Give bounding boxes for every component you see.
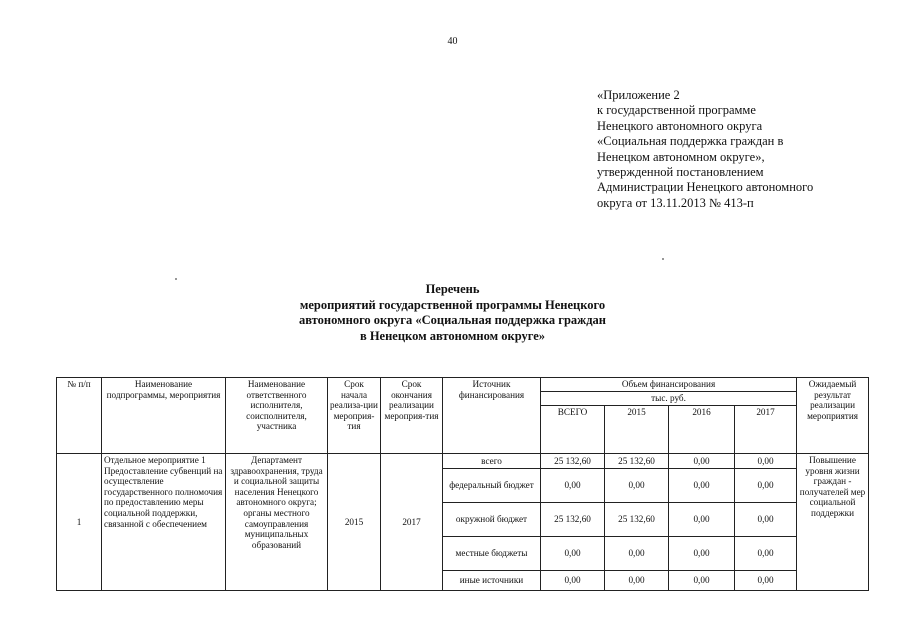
appendix-line: «Приложение 2 [597,88,680,102]
row-name: Отдельное мероприятие 1 Предоставление субвенций на осуществление государственного полномочия по предоставлению меры социальной поддержки, связанной с обеспечением [102,454,226,591]
header-num: № п/п [57,378,102,454]
amount-2016: 0,00 [669,537,735,571]
title-line: Перечень [425,282,480,296]
source-name: местные бюджеты [443,537,541,571]
header-funding: Объем финансирования [541,378,797,392]
appendix-line: утвержденной постановлением [597,165,764,180]
activities-table [56,377,869,591]
header-2016: 2016 [669,406,735,454]
appendix-line: округа от 13.11.2013 № 413-п [597,195,754,210]
table-row [57,454,869,469]
row-result: Повышение уровня жизни граждан - получателей мер социальной поддержки [797,454,869,591]
amount-total: 0,00 [541,571,605,591]
title-line: в Ненецком автономном округе» [359,328,546,343]
document-title [0,282,905,344]
header-start: Срок начала реализа-ции мероприя-тия [328,378,381,454]
scan-speck [662,258,664,260]
appendix-line: «Социальная поддержка граждан в [597,134,784,149]
header-responsible: Наименование ответственного исполнителя, соисполнителя, участника [226,378,328,454]
amount-2015: 25 132,60 [605,503,669,537]
title-line: мероприятий государственной программы Ненецкого [299,297,606,312]
amount-2017: 0,00 [735,571,797,591]
header-total: ВСЕГО [541,406,605,454]
amount-total: 0,00 [541,469,605,503]
header-2017: 2017 [735,406,797,454]
amount-2015: 0,00 [605,537,669,571]
source-name: иные источники [443,571,541,591]
amount-2017: 0,00 [735,537,797,571]
source-name: окружной бюджет [443,503,541,537]
header-end: Срок окончания реализации мероприя-тия [381,378,443,454]
amount-2016: 0,00 [669,571,735,591]
amount-total: 25 132,60 [541,503,605,537]
amount-2015: 0,00 [605,469,669,503]
header-source: Источник финансирования [443,378,541,454]
appendix-note [597,88,813,211]
row-start: 2015 [328,454,381,591]
header-result: Ожидаемый результат реализации мероприятия [797,378,869,454]
amount-2016: 0,00 [669,503,735,537]
amount-total: 0,00 [541,537,605,571]
row-end: 2017 [381,454,443,591]
amount-2016: 0,00 [669,469,735,503]
row-responsible: Департамент здравоохранения, труда и социальной защиты населения Ненецкого автономного округа; органы местного самоуправления муниципальных образований [226,454,328,591]
source-name: всего [443,454,541,469]
title-line: автономного округа «Социальная поддержка граждан [298,313,607,328]
appendix-line: к государственной программе [597,103,756,118]
header-row [57,378,869,392]
header-name: Наименование подпрограммы, мероприятия [102,378,226,454]
scan-speck [175,278,177,280]
amount-2017: 0,00 [735,454,797,469]
header-2015: 2015 [605,406,669,454]
page-number: 40 [447,36,458,47]
source-name: федеральный бюджет [443,469,541,503]
row-num: 1 [57,454,102,591]
appendix-line: Ненецкого автономного округа [597,118,763,133]
amount-2017: 0,00 [735,469,797,503]
amount-2015: 25 132,60 [605,454,669,469]
amount-2016: 0,00 [669,454,735,469]
amount-2015: 0,00 [605,571,669,591]
amount-2017: 0,00 [735,503,797,537]
header-units: тыс. руб. [541,392,797,406]
amount-total: 25 132,60 [541,454,605,469]
appendix-line: Ненецком автономном округе», [597,149,765,164]
appendix-line: Администрации Ненецкого автономного [597,180,814,195]
